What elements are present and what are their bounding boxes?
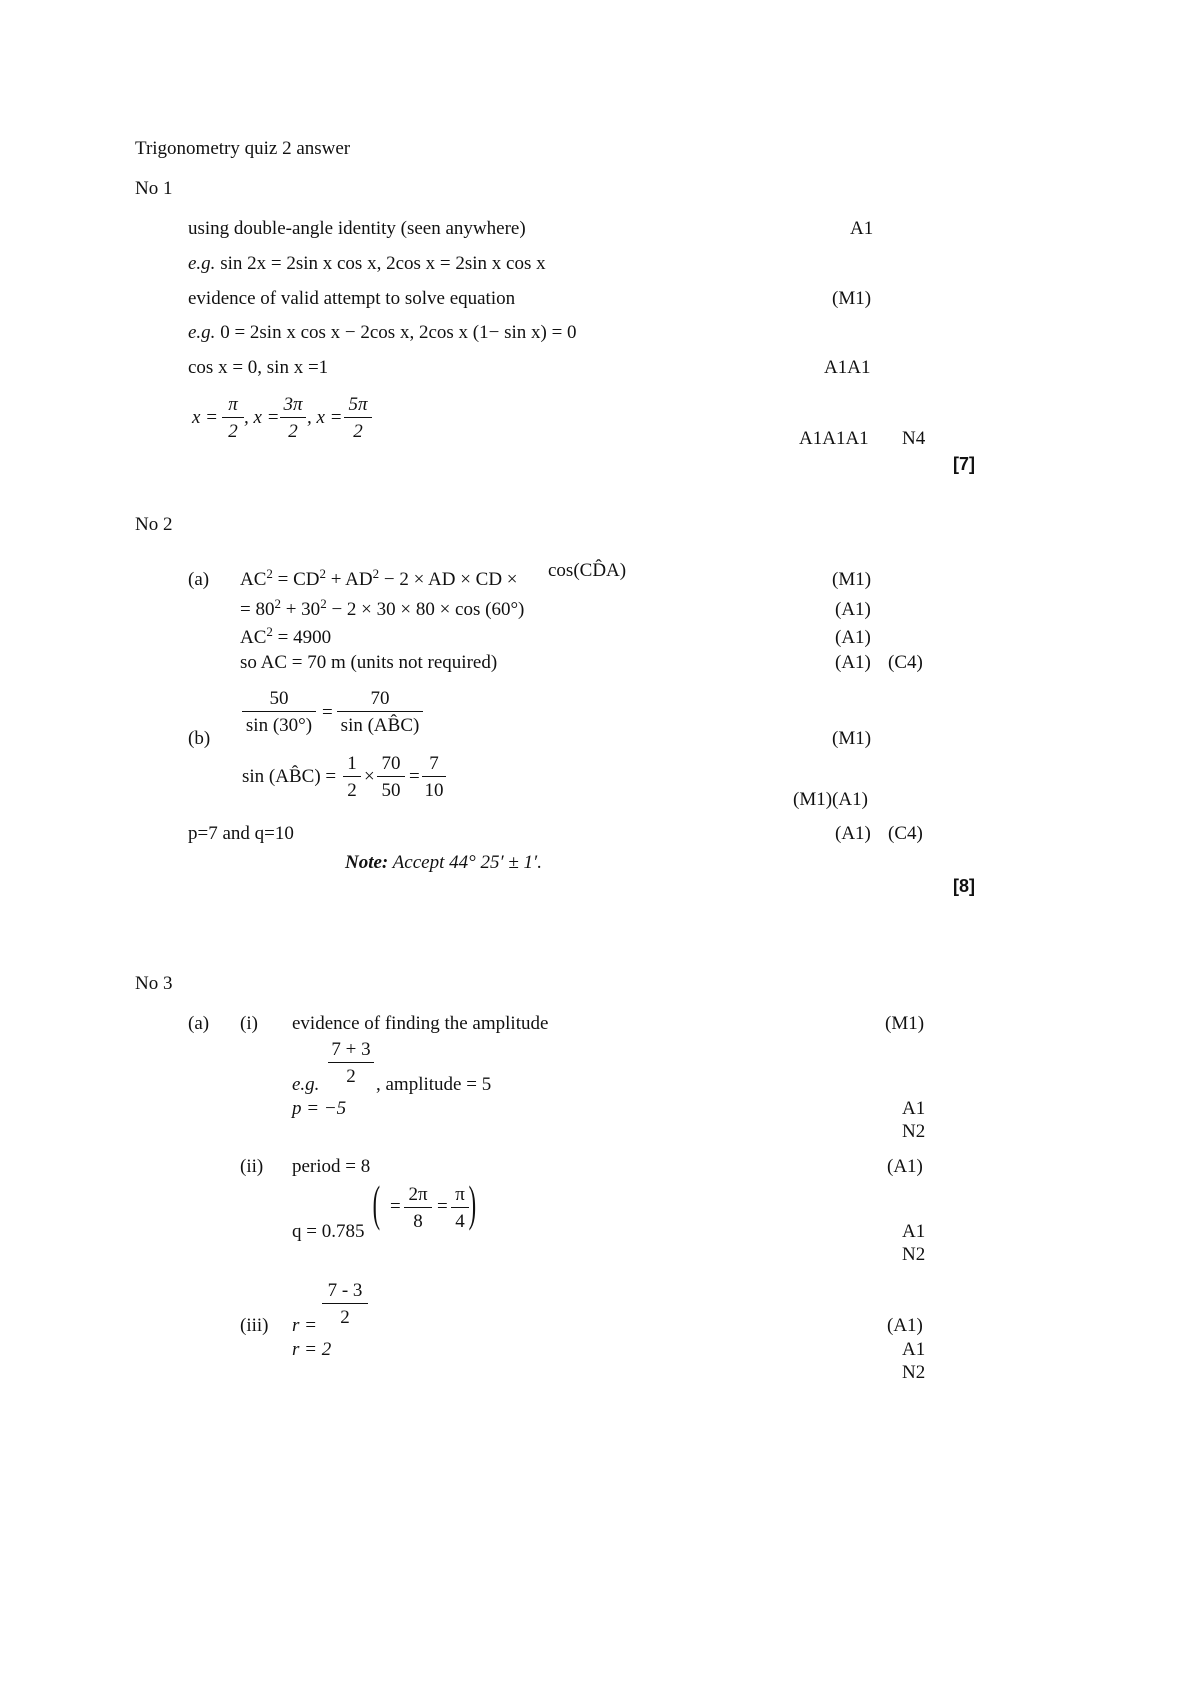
q3-ii-mark-n2: N2 [902,1244,926,1265]
note-text: Accept 44° 25′ ± 1′. [388,852,542,873]
sub-80: = 80 [240,599,275,620]
numerator: 7 [422,754,446,777]
q3-ii-equals-1: = [390,1196,401,1217]
q3-iii-mark-a1: A1 [902,1339,926,1360]
q2-part-b-label: (b) [188,728,211,749]
q3-ii-period: period = 8 [292,1156,371,1177]
numerator: 50 [242,689,316,712]
q1-solution-fraction-1 [222,395,244,441]
q3-iii-r-label: r = [292,1315,317,1336]
square-exponent: 2 [320,596,327,611]
q2-pq-mark: (A1) [835,823,871,844]
q2-a-mark-1: (M1) [832,569,872,590]
square-exponent: 2 [274,596,281,611]
question-2-label: No 2 [135,514,173,535]
q2-b-mark-2: (M1)(A1) [793,789,868,810]
q1-solution-sep-1: , x = [244,407,280,428]
q1-solution-sep-2: , x = [307,407,343,428]
q2-a-result-square [240,624,332,648]
q1-n-mark: N4 [902,428,926,449]
numerator: 70 [337,689,423,712]
denominator: 2 [228,421,238,442]
q3-ii-fraction-pi-4 [451,1185,469,1231]
q3-iii-fraction [322,1281,368,1327]
q1-line-cos-sin: cos x = 0, sin x =1 [188,357,329,378]
q2-a-mark-2: (A1) [835,599,871,620]
q2-b-equals-2: = [409,766,420,787]
q3-ii-mark-1: (A1) [887,1156,923,1177]
denominator: 2 [288,421,298,442]
q3-i-amplitude-fraction [328,1040,374,1086]
q2-a-c-mark: (C4) [888,652,923,673]
q2-b-fraction-right [337,689,423,735]
question-1-label: No 1 [135,178,173,199]
q2-pq-answer: p=7 and q=10 [188,823,294,844]
q1-solution-x-label: x = [192,407,219,428]
q3-i-amplitude-text: , amplitude = 5 [376,1074,492,1095]
ad-text: + AD [326,569,373,590]
q3-iii-mark-n2: N2 [902,1362,926,1383]
q2-b-fraction-left [242,689,316,735]
q3-part-a-label: (a) [188,1013,210,1034]
q2-a-substitution [240,596,525,620]
numerator: 3π [280,395,306,418]
q2-a-mark-4: (A1) [835,652,871,673]
eg-label: e.g. [188,253,216,274]
q1-mark-attempt: (M1) [832,288,872,309]
q1-solution-fraction-2 [280,395,306,441]
q3-part-i-label: (i) [240,1013,258,1034]
square-exponent: 2 [266,566,273,581]
question-3-label: No 3 [135,973,173,994]
numerator: 70 [377,754,405,777]
q2-note [345,853,542,872]
q3-iii-r-value: r = 2 [292,1339,332,1360]
q1-mark-identity: A1 [850,218,874,239]
q1-mark-cos-sin: A1A1 [824,357,871,378]
denominator: sin (AB̂C) [340,715,420,736]
q1-solution-fraction-3 [344,395,372,441]
q1-example-2-text: 0 = 2sin x cos x − 2cos x, 2cos x (1− sin x) = 0 [215,322,577,343]
q2-a-mark-3: (A1) [835,627,871,648]
q3-ii-equals-2: = [437,1196,448,1217]
numerator: 5π [344,395,372,418]
denominator: 2 [346,1066,356,1087]
q3-iii-mark-1: (A1) [887,1315,923,1336]
q3-ii-q-value: q = 0.785 [292,1221,365,1242]
q2-part-a-label: (a) [188,569,210,590]
q2-b-mark-1: (M1) [832,728,872,749]
square-exponent: 2 [266,624,273,639]
denominator: 2 [347,780,357,801]
q3-part-iii-label: (iii) [240,1315,269,1336]
q1-line-example-1 [188,254,546,273]
q1-total-marks: [7] [953,454,975,474]
q3-i-mark-1: (M1) [885,1013,925,1034]
numerator: 1 [343,754,361,777]
q2-b-fraction-70-50 [377,754,405,800]
cd-text: = CD [272,569,320,590]
q2-b-times: × [364,766,375,787]
denominator: 8 [413,1211,423,1232]
right-paren: ) [468,1175,477,1231]
q2-pq-c-mark: (C4) [888,823,923,844]
numerator: 2π [404,1185,432,1208]
denominator: 2 [353,421,363,442]
denominator: 50 [381,780,401,801]
rule-rest: − 2 × AD × CD × [379,569,518,590]
q3-part-ii-label: (ii) [240,1156,264,1177]
eg-label: e.g. [292,1074,320,1095]
q2-b-fraction-result [422,754,446,800]
sub-rest: − 2 × 30 × 80 × cos (60°) [326,599,525,620]
denominator: 4 [455,1211,465,1232]
q1-line-identity: using double-angle identity (seen anywhere) [188,218,526,239]
ac-value: = 4900 [272,627,332,648]
numerator: π [222,395,244,418]
q1-mark-solutions: A1A1A1 [799,428,869,449]
q1-example-1-text: sin 2x = 2sin x cos x, 2cos x = 2sin x cos x [215,253,546,274]
sub-30: + 30 [280,599,321,620]
note-label: Note: [345,852,389,873]
q3-i-evidence: evidence of finding the amplitude [292,1013,549,1034]
numerator: 7 + 3 [328,1040,374,1063]
q2-a-cosine-rule [240,566,518,590]
denominator: 2 [340,1307,350,1328]
q1-line-attempt: evidence of valid attempt to solve equation [188,288,516,309]
numerator: 7 - 3 [322,1281,368,1304]
square-exponent: 2 [372,566,380,581]
q2-b-sine-expression: sin (AB̂C) = [242,766,337,787]
q3-i-mark-a1: A1 [902,1098,926,1119]
q2-b-equals: = [322,702,333,723]
q2-a-cos-angle: cos(CD̂A) [548,560,627,581]
ac-text: AC [240,569,267,590]
q1-line-example-2 [188,323,577,342]
eg-label: e.g. [188,322,216,343]
left-paren: ( [372,1175,381,1231]
q3-ii-fraction-2pi-8 [404,1185,432,1231]
page-title: Trigonometry quiz 2 answer [135,138,351,159]
denominator: sin (30°) [245,715,313,736]
square-exponent: 2 [319,566,327,581]
ac-text: AC [240,627,267,648]
q2-b-fraction-half [343,754,361,800]
q2-a-answer: so AC = 70 m (units not required) [240,652,498,673]
q3-i-p-value: p = −5 [292,1098,347,1119]
numerator: π [451,1185,469,1208]
denominator: 10 [424,780,444,801]
q3-i-mark-n2: N2 [902,1121,926,1142]
q2-total-marks: [8] [953,876,975,896]
q3-ii-mark-a1: A1 [902,1221,926,1242]
